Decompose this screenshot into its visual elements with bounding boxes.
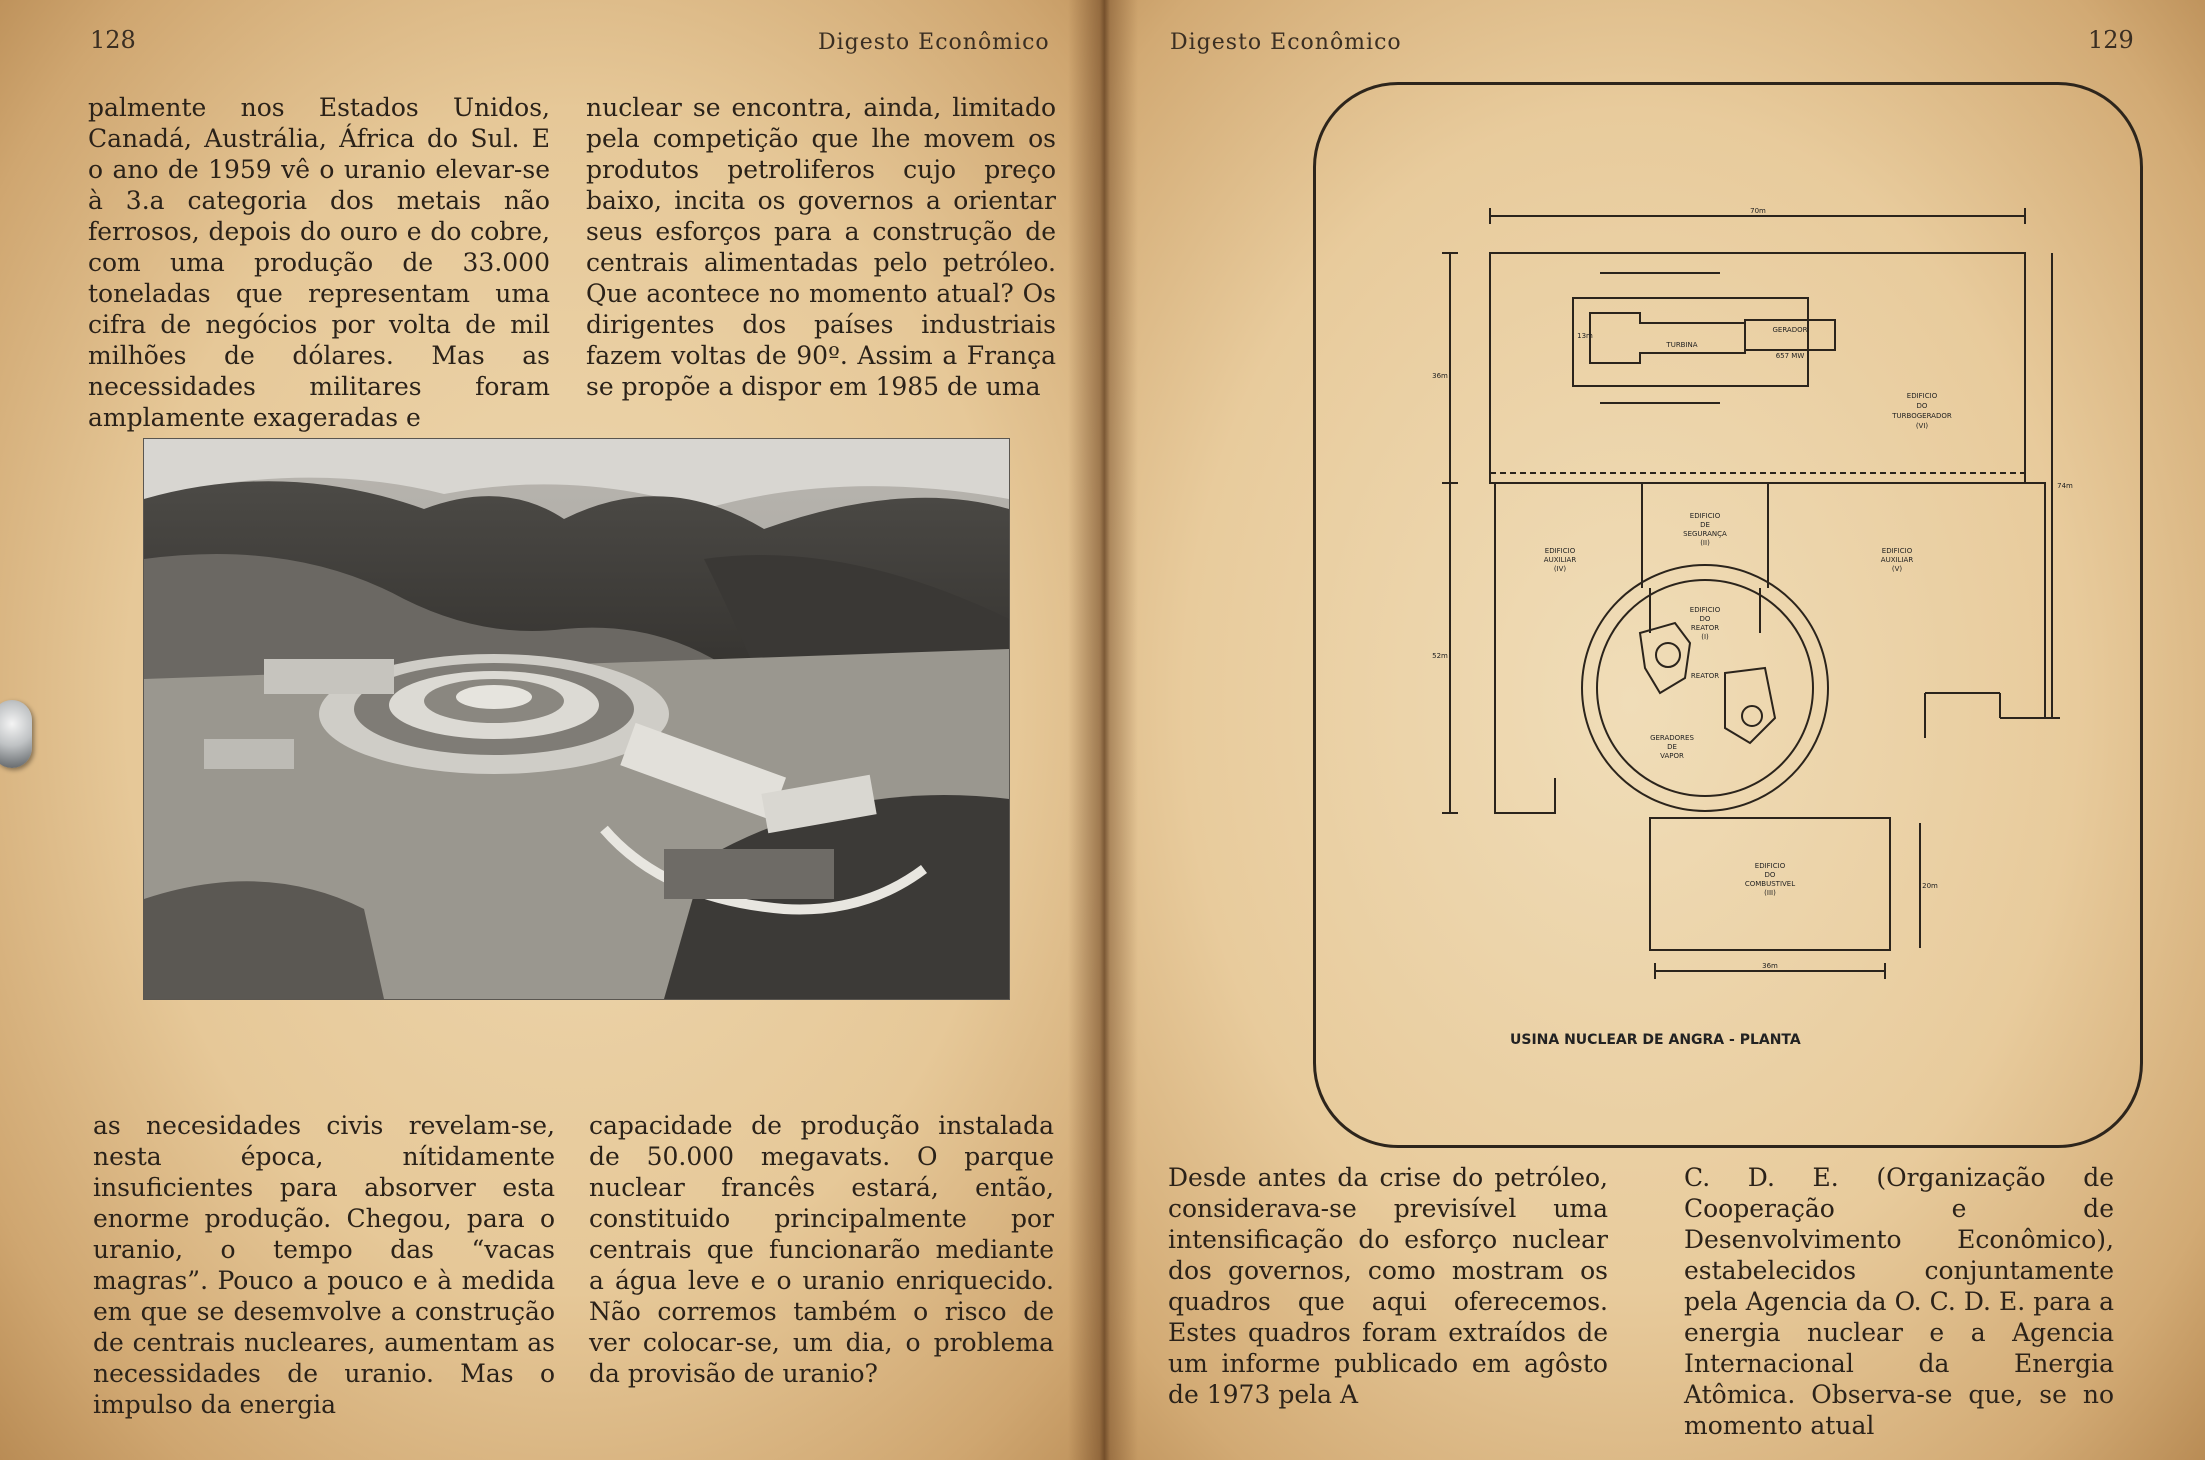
turbine-label: TURBINA: [1666, 341, 1698, 349]
text-column: [589, 1110, 1054, 1389]
room-label: (VI): [1915, 422, 1929, 430]
paragraph: as necesidades civis revelam-se, nesta época, nítidamente insuficientes para absorver esta enorme produção. Chegou, para o uranio, o tempo das “vacas magras”. Pouco a pouco e à medida em que se desemvolve a construção de centrais nucleares, aumentam as necessidades de uranio. Mas o impulso da energia: [93, 1111, 555, 1419]
dimension-label: 74m: [2057, 482, 2073, 490]
aerial-photo-image: [144, 439, 1009, 999]
room-label: VAPOR: [1660, 752, 1684, 760]
room-label: EDIFICIO: [1689, 512, 1721, 520]
room-label: DE: [1700, 521, 1710, 529]
page-number: 128: [90, 26, 136, 54]
text-column: [586, 92, 1056, 402]
reactor-label: REATOR: [1690, 672, 1720, 680]
page-number: 129: [2088, 26, 2134, 54]
paragraph: palmente nos Estados Unidos, Canadá, Austrália, África do Sul. E o ano de 1959 vê o uranio elevar-se à 3.a categoria dos metais não ferrosos, depois do ouro e do cobre, com uma produção de 33.000 toneladas que representam uma cifra de negócios por volta de mil milhões de dólares. Mas as necessidades militares foram amplamente exageradas e: [88, 93, 550, 432]
figure-caption: USINA NUCLEAR DE ANGRA - PLANTA: [1510, 1032, 1801, 1048]
dimension-label: 36m: [1432, 372, 1448, 380]
room-label: AUXILIAR: [1880, 556, 1914, 564]
text-column: [1684, 1162, 2114, 1441]
dimension-label: 36m: [1762, 962, 1778, 970]
metal-binder-clip: [0, 700, 32, 768]
room-label: (II): [1700, 539, 1710, 547]
paragraph: capacidade de produção instalada de 50.000 megavats. O parque nuclear francês estará, então, constituido principalmente por centrais que funcionarão mediante a água leve e o uranio enriquecido. Não corremos também o risco de ver colocar-se, um dia, o problema da provisão de uranio?: [589, 1111, 1054, 1388]
aerial-photo-nuclear-plant: [143, 438, 1010, 1000]
dimension-label: 20m: [1922, 882, 1938, 890]
running-head: Digesto Econômico: [1170, 30, 1402, 55]
room-label: EDIFICIO: [1544, 547, 1576, 555]
room-label: (V): [1891, 565, 1903, 573]
text-column: [93, 1110, 555, 1420]
room-label: (IV): [1553, 565, 1567, 573]
room-label: EDIFICIO: [1881, 547, 1913, 555]
floor-plan-diagram: [1320, 88, 2130, 1088]
room-label: EDIFICIO: [1754, 862, 1786, 870]
room-label: TURBOGERADOR: [1892, 412, 1952, 420]
room-label: REATOR: [1690, 624, 1720, 632]
power-label: 657 MW: [1775, 352, 1805, 360]
room-label: DO: [1699, 615, 1711, 623]
room-label: SEGURANÇA: [1683, 530, 1727, 538]
room-label: EDIFICIO: [1906, 392, 1938, 400]
text-column: [88, 92, 550, 433]
dimension-label: 52m: [1432, 652, 1448, 660]
room-label: DO: [1764, 871, 1776, 879]
paragraph: nuclear se encontra, ainda, limitado pela competição que lhe movem os produtos petroliferos cujo preço baixo, incita os governos a orientar seus esforços para a construção de centrais alimentadas pelo petróleo. Que acontece no momento atual? Os dirigentes dos países industriais fazem voltas de 90º. Assim a França se propõe a dispor em 1985 de uma: [586, 93, 1056, 401]
paragraph: Desde antes da crise do petróleo, considerava-se previsível uma intensificação do esforço nuclear dos governos, como mostram os quadros que aqui oferecemos. Estes quadros foram extraídos de um informe publicado em agôsto de 1973 pela A: [1168, 1163, 1608, 1409]
room-label: DE: [1667, 743, 1677, 751]
dimension-label: 70m: [1750, 207, 1766, 215]
text-column: [1168, 1162, 1608, 1410]
room-label: (III): [1764, 889, 1776, 897]
room-label: COMBUSTIVEL: [1744, 880, 1796, 888]
right-page: [1100, 0, 2205, 1460]
left-page: [0, 0, 1100, 1460]
room-label: GERADORES: [1650, 734, 1694, 742]
running-head: Digesto Econômico: [818, 30, 1050, 55]
paragraph: C. D. E. (Organização de Cooperação e de Desenvolvimento Econômico), estabelecidos conjuntamente pela Agencia da O. C. D. E. para a energia nuclear e a Agencia Internacional da Energia Atômica. Observa-se que, se no momento atual: [1684, 1163, 2114, 1440]
room-label: DO: [1916, 402, 1928, 410]
room-label: (I): [1701, 633, 1709, 641]
dimension-label: 13m: [1577, 332, 1593, 340]
room-label: AUXILIAR: [1543, 556, 1577, 564]
generator-label: GERADOR: [1772, 326, 1808, 334]
room-label: EDIFICIO: [1689, 606, 1721, 614]
